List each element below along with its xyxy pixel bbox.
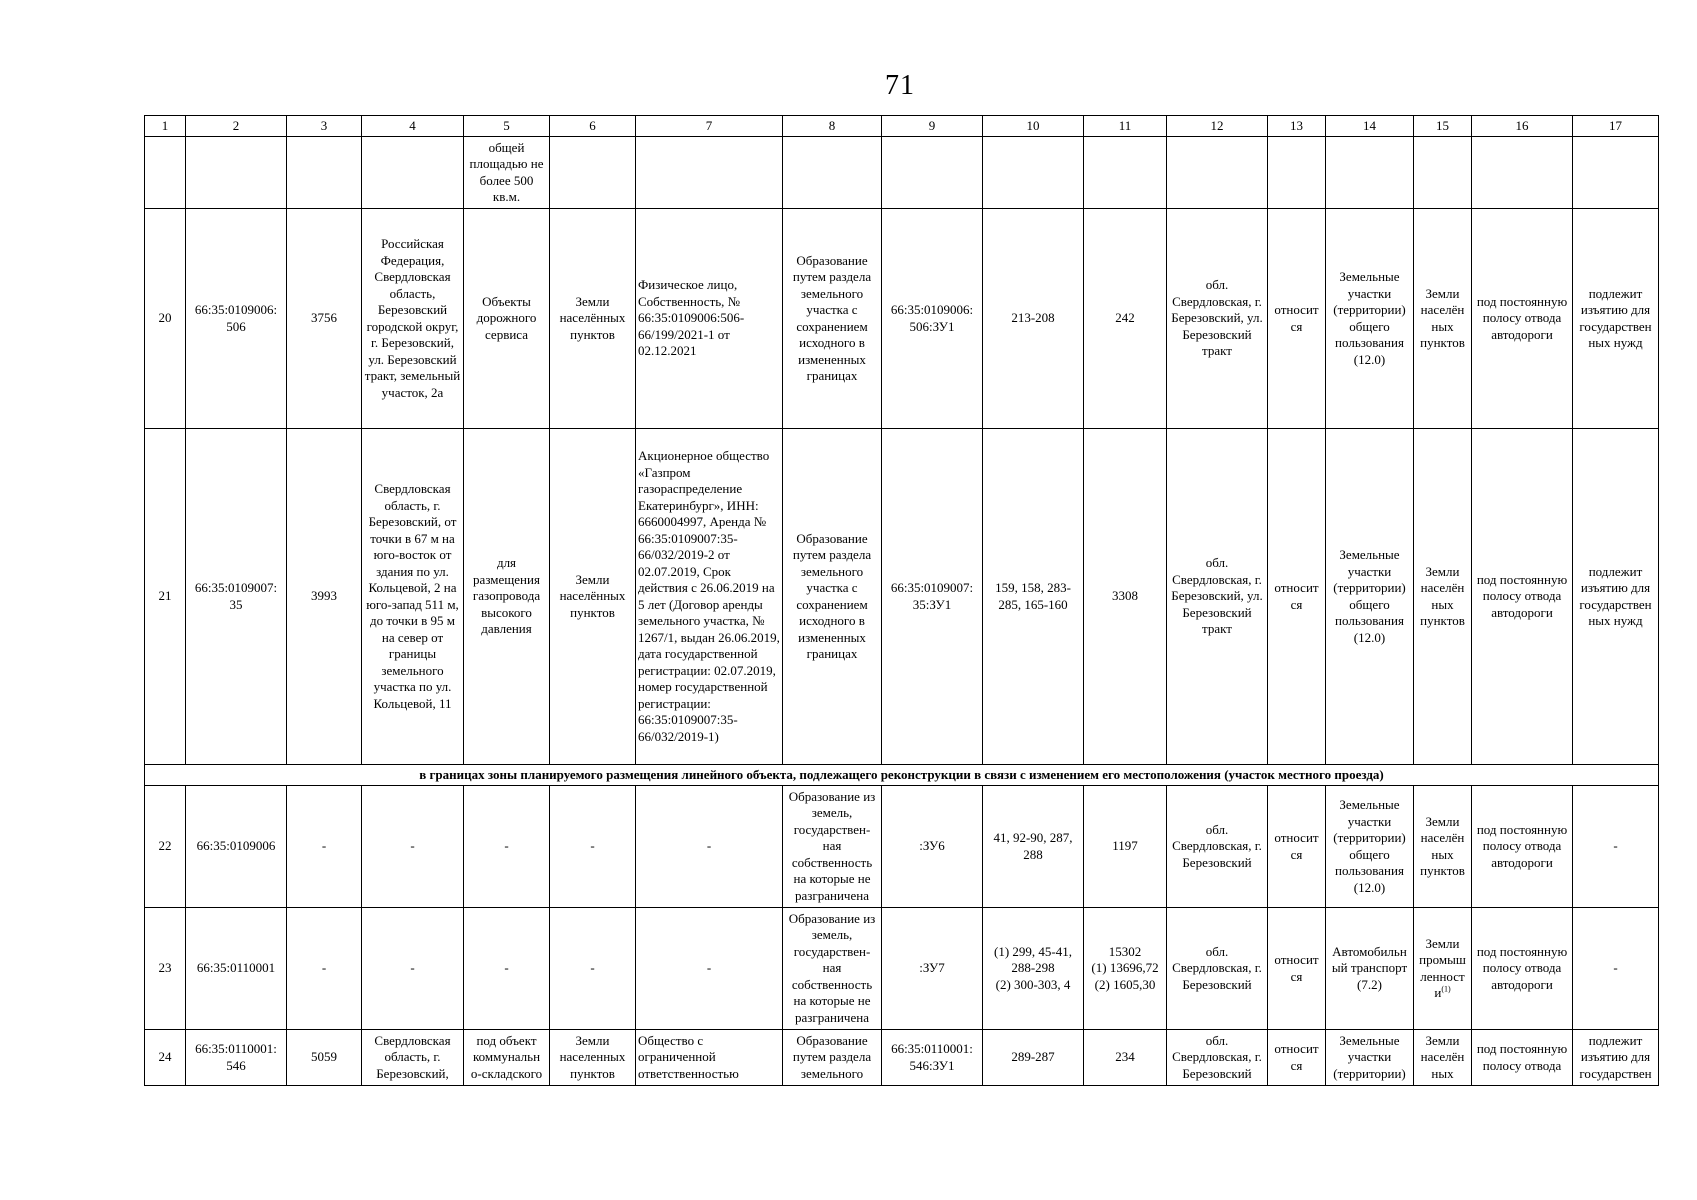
address-cell: Свердловская область, г. Березовский, от точки в 67 м на юго-восток от здания по ул. Кольцевой, 2 на юго-запад 511 м, до точки в 95 м на север от границы земельного участка по ул. Кольцевой, 11 [362, 429, 464, 765]
new-category-cell: Земли населён ных пунктов [1414, 786, 1472, 908]
section-row [145, 765, 1659, 786]
location-cell: обл. Свердловская, г. Березовский [1167, 908, 1268, 1030]
col-header-7: 7 [636, 116, 783, 137]
col-header-15: 15 [1414, 116, 1472, 137]
formation-method-cell: Образование из земель, государствен-ная собственность на которые не разграничена [783, 908, 882, 1030]
new-area-cell: 242 [1084, 209, 1167, 429]
continuation-cell: общей площадью не более 500 кв.м. [464, 137, 550, 209]
land-category-cell: - [550, 908, 636, 1030]
new-use-cell: Автомобильн ый транспорт (7.2) [1326, 908, 1414, 1030]
col-header-1: 1 [145, 116, 186, 137]
points-cell: 41, 92-90, 287, 288 [983, 786, 1084, 908]
address-cell: Российская Федерация, Свердловская область, Березовский городской округ, г. Березовский, ул. Березовский тракт, земельный участок, 2а [362, 209, 464, 429]
col-header-10: 10 [983, 116, 1084, 137]
column-number-row [145, 116, 1659, 137]
new-use-cell: Земельные участки (территории) общего пользования (12.0) [1326, 786, 1414, 908]
purpose-cell: под постоянную полосу отвода автодороги [1472, 908, 1573, 1030]
purpose-cell: под постоянную полосу отвода автодороги [1472, 209, 1573, 429]
row-number: 22 [145, 786, 186, 908]
new-use-cell: Земельные участки (территории) общего пользования (12.0) [1326, 429, 1414, 765]
new-plot-number-cell: 66:35:0110001: 546:ЗУ1 [882, 1030, 983, 1086]
col-header-16: 16 [1472, 116, 1573, 137]
land-category-cell: Земли населенных пунктов [550, 1030, 636, 1086]
new-area-cell: 234 [1084, 1030, 1167, 1086]
formation-method-cell: Образование путем раздела земельного участка с сохранением исходного в измененных границах [783, 209, 882, 429]
cadastral-number: 66:35:0109006 [186, 786, 287, 908]
location-cell: обл. Свердловская, г. Березовский, ул. Березовский тракт [1167, 209, 1268, 429]
relation-cell: относит ся [1268, 786, 1326, 908]
new-plot-number-cell: :ЗУ6 [882, 786, 983, 908]
location-cell: обл. Свердловская, г. Березовский [1167, 786, 1268, 908]
table-row [145, 786, 1659, 908]
col-header-3: 3 [287, 116, 362, 137]
purpose-cell: под постоянную полосу отвода [1472, 1030, 1573, 1086]
points-cell: 213-208 [983, 209, 1084, 429]
col-header-17: 17 [1573, 116, 1659, 137]
area-cell: 3756 [287, 209, 362, 429]
seizure-cell: - [1573, 786, 1659, 908]
table-row [145, 209, 1659, 429]
area-cell: 3993 [287, 429, 362, 765]
table-row [145, 908, 1659, 1030]
page-number: 71 [885, 70, 915, 101]
col-header-11: 11 [1084, 116, 1167, 137]
new-plot-number-cell: 66:35:0109007: 35:ЗУ1 [882, 429, 983, 765]
col-header-9: 9 [882, 116, 983, 137]
formation-method-cell: Образование путем раздела земельного [783, 1030, 882, 1086]
row-number: 24 [145, 1030, 186, 1086]
new-category-cell [1414, 908, 1472, 1030]
col-header-2: 2 [186, 116, 287, 137]
land-category-cell: - [550, 786, 636, 908]
location-cell: обл. Свердловская, г. Березовский, ул. Березовский тракт [1167, 429, 1268, 765]
col-header-12: 12 [1167, 116, 1268, 137]
row-number: 20 [145, 209, 186, 429]
rights-cell: - [636, 908, 783, 1030]
permitted-use-cell: Объекты дорожного сервиса [464, 209, 550, 429]
col-header-5: 5 [464, 116, 550, 137]
relation-cell: относит ся [1268, 1030, 1326, 1086]
table-row [145, 429, 1659, 765]
permitted-use-cell: для размещения газопровода высокого давления [464, 429, 550, 765]
row-number: 21 [145, 429, 186, 765]
col-header-13: 13 [1268, 116, 1326, 137]
area-cell: - [287, 786, 362, 908]
new-category-cell: Земли населён ных пунктов [1414, 429, 1472, 765]
section-title: в границах зоны планируемого размещения линейного объекта, подлежащего реконструкции в связи с изменением его местоположения (участок местного проезда) [145, 765, 1659, 786]
relation-cell: относит ся [1268, 209, 1326, 429]
rights-cell: Общество с ограниченной ответственностью [636, 1030, 783, 1086]
col-header-14: 14 [1326, 116, 1414, 137]
seizure-cell: подлежит изъятию для государствен [1573, 1030, 1659, 1086]
new-category-cell: Земли населён ных пунктов [1414, 209, 1472, 429]
seizure-cell: подлежит изъятию для государствен ных нужд [1573, 209, 1659, 429]
permitted-use-cell: - [464, 786, 550, 908]
cadastral-number: 66:35:0110001 [186, 908, 287, 1030]
new-area-cell: 15302 (1) 13696,72 (2) 1605,30 [1084, 908, 1167, 1030]
seizure-cell: подлежит изъятию для государствен ных нужд [1573, 429, 1659, 765]
new-plot-number-cell: 66:35:0109006: 506:ЗУ1 [882, 209, 983, 429]
permitted-use-cell: под объект коммунальн о-складского [464, 1030, 550, 1086]
cadastral-number: 66:35:0109006: 506 [186, 209, 287, 429]
cadastral-number: 66:35:0110001: 546 [186, 1030, 287, 1086]
land-category-cell: Земли населённых пунктов [550, 429, 636, 765]
land-category-cell: Земли населённых пунктов [550, 209, 636, 429]
area-cell: - [287, 908, 362, 1030]
purpose-cell: под постоянную полосу отвода автодороги [1472, 786, 1573, 908]
relation-cell: относит ся [1268, 908, 1326, 1030]
relation-cell: относит ся [1268, 429, 1326, 765]
area-cell: 5059 [287, 1030, 362, 1086]
table-row [145, 1030, 1659, 1086]
formation-method-cell: Образование из земель, государствен-ная собственность на которые не разграничена [783, 786, 882, 908]
address-cell: - [362, 786, 464, 908]
cadastral-number: 66:35:0109007: 35 [186, 429, 287, 765]
points-cell: 289-287 [983, 1030, 1084, 1086]
footnote-marker: (1) [1441, 984, 1451, 994]
points-cell: (1) 299, 45-41, 288-298 (2) 300-303, 4 [983, 908, 1084, 1030]
row-number: 23 [145, 908, 186, 1030]
seizure-cell: - [1573, 908, 1659, 1030]
permitted-use-cell: - [464, 908, 550, 1030]
col-header-6: 6 [550, 116, 636, 137]
address-cell: Свердловская область, г. Березовский, [362, 1030, 464, 1086]
new-use-cell: Земельные участки (территории) [1326, 1030, 1414, 1086]
new-area-cell: 3308 [1084, 429, 1167, 765]
location-cell: обл. Свердловская, г. Березовский [1167, 1030, 1268, 1086]
col-header-4: 4 [362, 116, 464, 137]
purpose-cell: под постоянную полосу отвода автодороги [1472, 429, 1573, 765]
new-category-cell: Земли населён ных [1414, 1030, 1472, 1086]
rights-cell: Акционерное общество «Газпром газораспределение Екатеринбург», ИНН: 6660004997, Аренда № 66:35:0109007:35-66/032/2019-2 от 02.07.2019, Срок действия с 26.06.2019 на 5 лет (Договор аренды земельного участка, № 1267/1, выдан 26.06.2019, дата государственной регистрации: 02.07.2019, номер государственной регистрации: 66:35:0109007:35-66/032/2019-1) [636, 429, 783, 765]
rights-cell: Физическое лицо, Собственность, № 66:35:0109006:506-66/199/2021-1 от 02.12.2021 [636, 209, 783, 429]
new-use-cell: Земельные участки (территории) общего пользования (12.0) [1326, 209, 1414, 429]
new-plot-number-cell: :ЗУ7 [882, 908, 983, 1030]
points-cell: 159, 158, 283-285, 165-160 [983, 429, 1084, 765]
new-area-cell: 1197 [1084, 786, 1167, 908]
address-cell: - [362, 908, 464, 1030]
rights-cell: - [636, 786, 783, 908]
continuation-row [145, 137, 1659, 209]
land-plots-table-wrap [144, 115, 1659, 1086]
col-header-8: 8 [783, 116, 882, 137]
land-plots-table [144, 115, 1659, 1086]
new-category-text: Земли промыш ленност и [1419, 935, 1466, 1000]
formation-method-cell: Образование путем раздела земельного участка с сохранением исходного в измененных границах [783, 429, 882, 765]
